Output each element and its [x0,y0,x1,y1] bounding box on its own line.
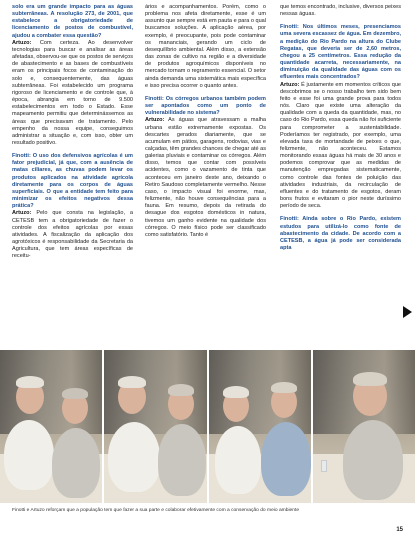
question-paragraph: Finotti: Os córregos urbanos também podem ser apontados como um ponto de vulnerabilidade no sistema? [145,95,266,117]
photo-interview-1 [0,350,102,503]
speaker-label: Artuzo: [12,210,32,217]
answer-continuation: ários e acompanhamentos. Porém, como o problema nos afeta diretamente, esse é um assunto que sempre está em pauta e para o qual buscamos soluções. A aplicação aérea, por exemplo, é preocupante, pois pode contaminar os mananciais, gerando um ciclo de desequilíbrio ambiental. Além disso, a extensão das zonas de cultivo na região e a diversidade de produtos agroquímicos disponíveis no mercado tornam o regramento essencial. O setor ainda demanda uma sistemática mais específica e isso precisa ocorrer o quanto antes. [145,4,266,89]
answer-text: É justamente em momentos críticos que descobrimos se o nosso trabalho tem sido bem feito e esse foi uma grande prova para todos nós. Claro que existe uma alteração da qualidade com a queda da quantidade, mas, no caso do Rio Pardo, essa queda não foi suficiente para comprometer a sustentabilidade. Poderíamos ter registrado, por exemplo, uma elevada taxa de mortandade de peixes o que, felizmente, não aconteceu. Estamos monitorando essas águas há mais de 30 anos e podemos comprovar que as medidas de manutenção empregadas sistematicamente, como controle das fontes de poluição das atividades industriais, da recirculação de efluentes e do tratamento de esgotos, deram bons frutos e evitaram o pior neste duríssimo período de seca. [280,81,401,210]
page-number: 15 [396,527,403,533]
answer-continuation: que temos encontrado, inclusive, diversos peixes nessas águas. [280,4,401,18]
answer-paragraph [12,40,133,147]
text-column-1 [12,4,133,334]
answer-paragraph [145,117,266,239]
question-paragraph: Finotti: O uso dos defensivos agrícolas é um fator prejudicial, já que, com a ausência de matas ciliares, as chuvas podem levar os produtos aplicados na atividade agrícola diretamente para os corpos de águas superficiais. O que a entidade tem feito para minimizar os efeitos negativos dessa prática? [12,153,133,210]
speaker-label: Artuzo: [12,39,32,46]
question-paragraph: Finotti: Nos últimos meses, presenciamos uma severa escassez de água. Em dezembro, a medição do Rio Pardo na altura do Clube Regatas, que deveria ser de 2,60 metros, chegou a 25 centímetros. Essa redução da quantidade acarreta, necessariamente, na diminuição da qualidade das águas com os efluentes mais concentrados? [280,24,401,81]
text-column-3 [280,4,401,334]
answer-paragraph [12,210,133,260]
photo-strip [0,350,415,503]
photo-caption: Finotti e Artuzo reforçam que a população tem que fazer a sua parte e colaborar efetivamente com a conservação do meio ambiente [12,508,300,513]
photo-interview-2 [104,350,206,503]
answer-text: As águas que atravessam a malha urbana estão extremamente expostas. Os descartes gerados diariamente, que se acumulam em pátios, garagens, rodovias, vias e calçadas, têm grandes chances de chegar até as galerias pluviais e contaminar os córregos. Além disso, temos que contar com possíveis acidentes, como o vazamento de tinta que aconteceu em janeiro deste ano, deixando o Retiro Saudoso completamente vermelho. Nesse caso, o impacto visual foi enorme, mas, felizmente, não houve consequências para a fauna. Em resumo, depois da retirada do desague dos esgotos domésticos in natura, tivemos um ganho evidente na qualidade dos córregos. O meio físico pode ser classificado como satisfatório. Tanto é [145,117,266,238]
continue-arrow-icon [403,306,412,318]
photo-interview-3 [209,350,311,503]
speaker-label: Artuzo: [145,117,165,124]
question-paragraph: solo era um grande impacto para as águas subterrâneas. A resolução 273, de 2001, que estabelece a obrigatoriedade de licenciamento de postos de combustível, ajudou a combater essa questão? [12,4,133,39]
answer-text: Com certeza. Ao desenvolver tecnologias para buscar e analisar as áreas afetadas, observou-se que os postos de serviços de abastecimento e as bases de combustíveis eram os principais focos de contaminação do solo e, consequentemente, das águas subterrâneas. Foi estabelecido um programa rigoroso de licenciamento e de controle que, à época, abrangia em torno de 9.500 estabelecimentos em todo o Estado. Esse mapeamento permitiu que determinássemos as áreas que precisavam de tratamento. Pelo empenho da nossa equipe, conseguimos administrar a situação e, com isso, obter um resultado positivo. [12,39,133,146]
photo-interview-4 [313,350,415,503]
speaker-label: Artuzo: [280,81,300,88]
answer-paragraph [280,82,401,211]
question-paragraph: Finotti: Ainda sobre o Rio Pardo, existem estudos para utilizá-lo como fonte de abastecimento da cidade. De acordo com a CETESB, a água já pode ser considerada apta [280,216,401,251]
answer-text: Pelo que consta na legislação, a CETESB tem a obrigatoriedade de fazer o controle dos efeitos agrícolas por essas atividades. A fiscalização da aplicação dos agrotóxicos é responsabilidade da Secretaria da Agricultura, que tem áreas específicas de receitu- [12,210,133,260]
text-column-2 [145,4,266,334]
